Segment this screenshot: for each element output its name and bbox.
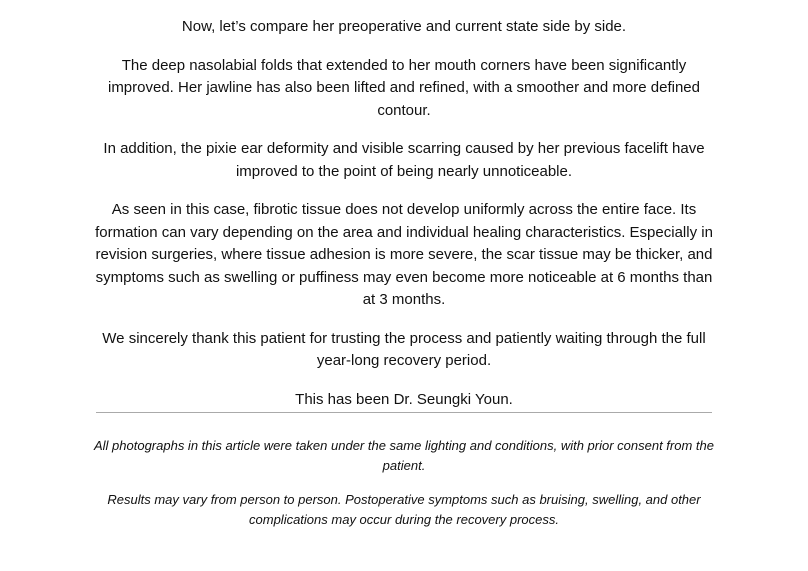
paragraph-nasolabial-jawline: The deep nasolabial folds that extended to her mouth corners have been significantly improved. Her jawline has also been lifted and refined, with a smoother and more defined contour. xyxy=(107,56,700,119)
paragraph-pixie-ear: In addition, the pixie ear deformity and visible scarring caused by her previous facelift have improved to the point of being nearly unnoticeable. xyxy=(103,140,705,180)
paragraph-fibrotic-tissue: As seen in this case, fibrotic tissue does not develop uniformly across the entire face. Its formation can vary depending on the area and individual healing characteristics. Especially in revision surgeries, where tissue adhesion is more severe, the scar tissue may be thicker, and symptoms such as swelling or puffiness may even become more noticeable at 6 months than at 3 months. xyxy=(95,201,713,308)
footnote-results-disclaimer: Results may vary from person to person. Postoperative symptoms such as bruising, swelling, and other complications may occur during the recovery process. xyxy=(107,492,701,527)
paragraph-comparison-intro: Now, let’s compare her preoperative and current state side by side. xyxy=(181,18,627,35)
footnote-photo-consent: All photographs in this article were taken under the same lighting and conditions, with prior consent from the patient. xyxy=(93,438,714,473)
article-body xyxy=(90,16,718,427)
paragraph-signoff: This has been Dr. Seungki Youn. xyxy=(295,390,513,408)
footnotes xyxy=(90,436,718,544)
paragraph-thanks: We sincerely thank this patient for trusting the process and patiently waiting through the full year-long recovery period. xyxy=(102,329,706,369)
section-divider xyxy=(96,412,712,413)
